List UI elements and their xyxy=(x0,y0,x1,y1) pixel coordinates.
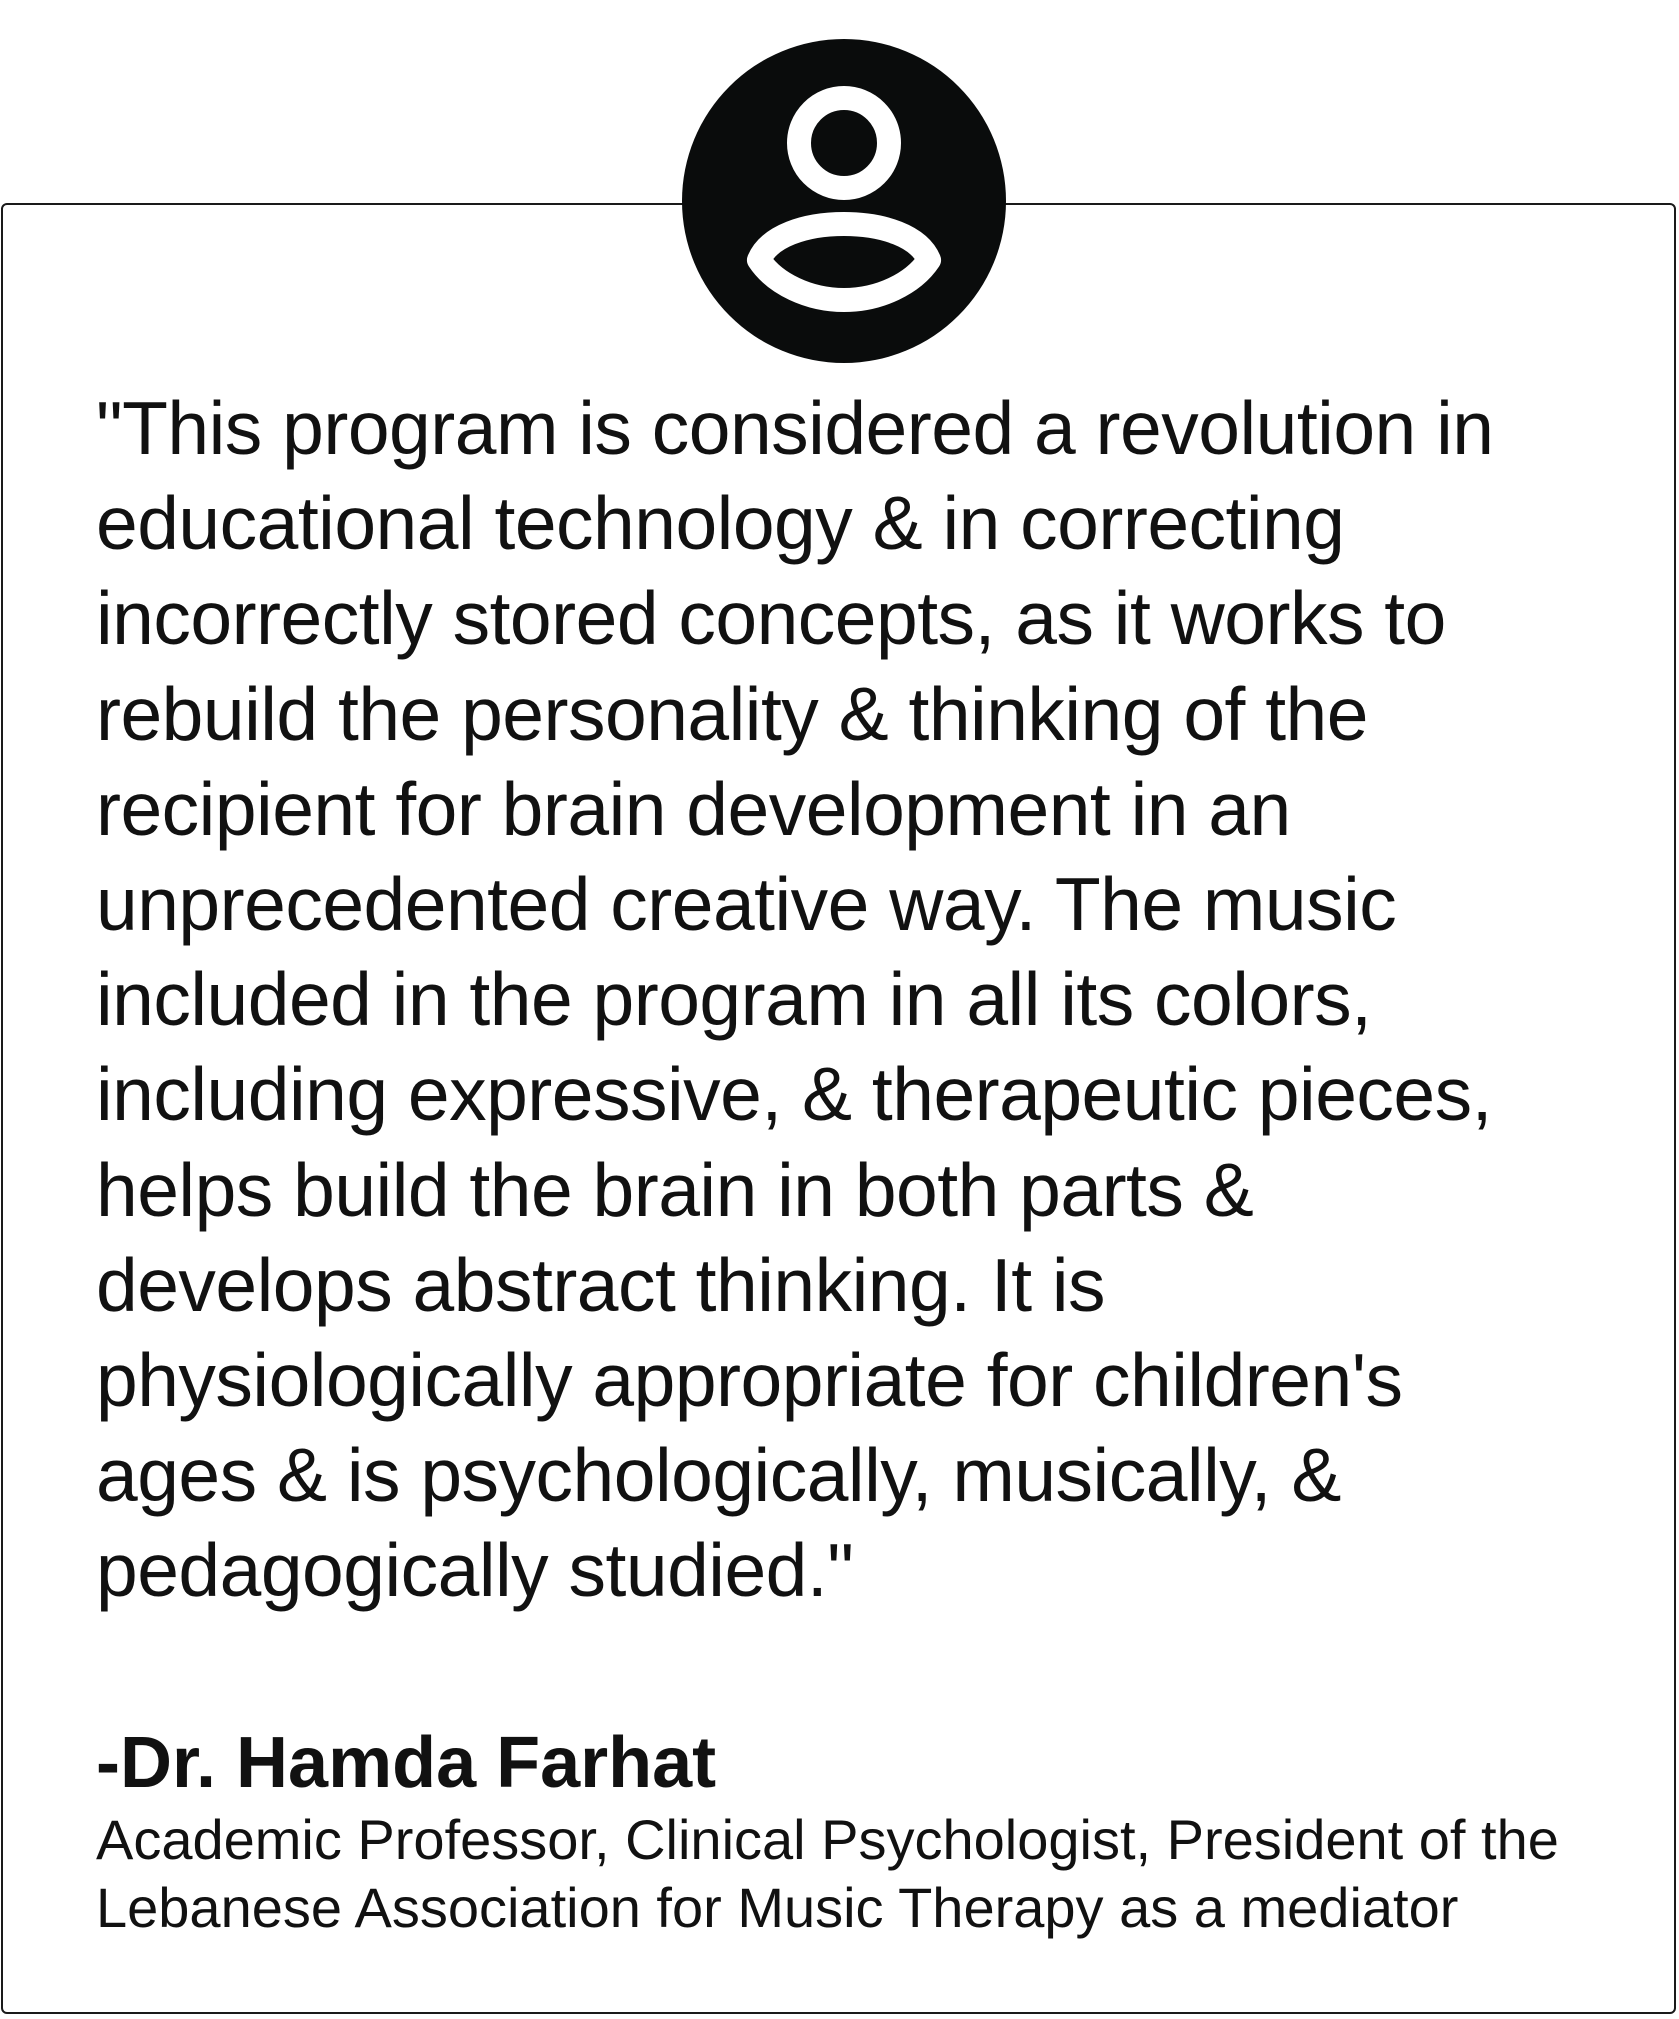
quote-line: physiologically appropriate for children's xyxy=(96,1338,1403,1423)
quote-line: incorrectly stored concepts, as it works to xyxy=(96,576,1446,661)
quote-line: recipient for brain development in an xyxy=(96,766,1291,851)
quote-line: including expressive, & therapeutic pieces, xyxy=(96,1052,1492,1137)
quote-line: "This program is considered a revolution in xyxy=(96,386,1494,470)
author-role-line: Academic Professor, Clinical Psychologist, President of the xyxy=(96,1808,1559,1871)
quote-line: educational technology & in correcting xyxy=(96,481,1345,566)
quote-line: pedagogically studied." xyxy=(96,1528,854,1613)
user-avatar-icon xyxy=(681,38,1007,364)
author-role xyxy=(96,1806,1656,1942)
quote-line: rebuild the personality & thinking of the xyxy=(96,671,1368,756)
quote-line: ages & is psychologically, musically, & xyxy=(96,1433,1341,1518)
author-role-line: Lebanese Association for Music Therapy as a mediator xyxy=(96,1876,1459,1939)
quote-line: develops abstract thinking. It is xyxy=(96,1242,1106,1327)
author-name: -Dr. Hamda Farhat xyxy=(96,1723,717,1803)
quote-line: helps build the brain in both parts & xyxy=(96,1147,1254,1232)
testimonial-quote xyxy=(96,381,1636,1619)
quote-line: included in the program in all its colors, xyxy=(96,957,1372,1042)
quote-line: unprecedented creative way. The music xyxy=(96,862,1397,947)
